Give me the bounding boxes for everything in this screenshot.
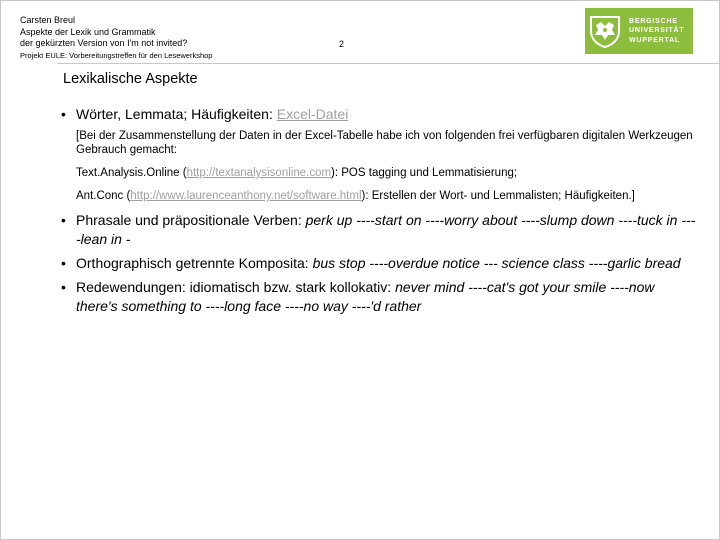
bullet-text: Orthographisch getrennte Komposita: [76, 255, 313, 271]
bullet-text: Phrasale und präpositionale Verben: [76, 212, 306, 228]
bullet-examples: perk up ----start on ----worry about ----slump down ----tuck in ----lean in - [76, 212, 696, 247]
excel-file-link[interactable]: Excel-Datei [276, 106, 349, 122]
textanalysisonline-link[interactable]: http://textanalysisonline.com [186, 167, 332, 179]
university-logo [585, 8, 693, 54]
project-name: Projekt EULE: Vorbereitungstreffen für den Lesewerkshop [20, 50, 213, 60]
university-crest-icon [585, 8, 625, 54]
logo-text-line: WUPPERTAL [629, 36, 681, 44]
logo-text-line: BERGISCHE [629, 17, 678, 25]
bullet-icon: • [61, 212, 66, 228]
bullet-idioms [59, 278, 699, 316]
tool-description: ): Erstellen der Wort- und Lemmalisten; Häufigkeiten.] [361, 190, 635, 202]
logo-text-line: UNIVERSITÄT [629, 27, 685, 35]
antconc-link[interactable]: http://www.laurenceanthony.net/software.html [130, 190, 362, 202]
bullet-icon: • [61, 106, 66, 122]
tool-description: ): POS tagging und Lemmatisierung; [331, 167, 518, 179]
bullet-icon: • [61, 255, 66, 271]
bullet-examples: never mind ----cat's got your smile ----now there's something to ----long face ----no way ----'d rather [76, 279, 655, 314]
slide-title: Lexikalische Aspekte [63, 71, 198, 87]
note-intro: [Bei der Zusammenstellung der Daten in der Excel-Tabelle habe ich von folgenden frei verfügbaren digitalen Werkzeugen Gebrauch gemacht: [76, 130, 693, 156]
note-tool-textanalysis [76, 166, 699, 180]
slide-content [59, 105, 699, 321]
tool-name: Text.Analysis.Online ( [76, 167, 187, 179]
slide-header-info [20, 15, 212, 61]
bullet-icon: • [61, 279, 66, 295]
tools-note [59, 129, 699, 203]
page-number: 2 [339, 39, 345, 49]
bullet-examples: bus stop ----overdue notice --- science class ----garlic bread [312, 255, 681, 271]
tool-name: Ant.Conc ( [76, 190, 131, 202]
bullet-phrasal-verbs [59, 211, 699, 249]
bullet-compounds [59, 254, 699, 273]
bullet-text: Redewendungen: idiomatisch bzw. stark kollokativ: [76, 279, 396, 295]
note-tool-antconc [76, 189, 699, 203]
header-subtitle-line: Aspekte der Lexik und Grammatik [20, 26, 156, 37]
bullet-text: Wörter, Lemmata; Häufigkeiten: [76, 106, 277, 122]
university-name [625, 17, 684, 46]
author-name: Carsten Breul [20, 15, 76, 25]
bullet-words-lemmas [59, 105, 699, 124]
header-subtitle-line: der gekürzten Version von I'm not invited? [20, 38, 188, 48]
header-divider [57, 63, 720, 64]
